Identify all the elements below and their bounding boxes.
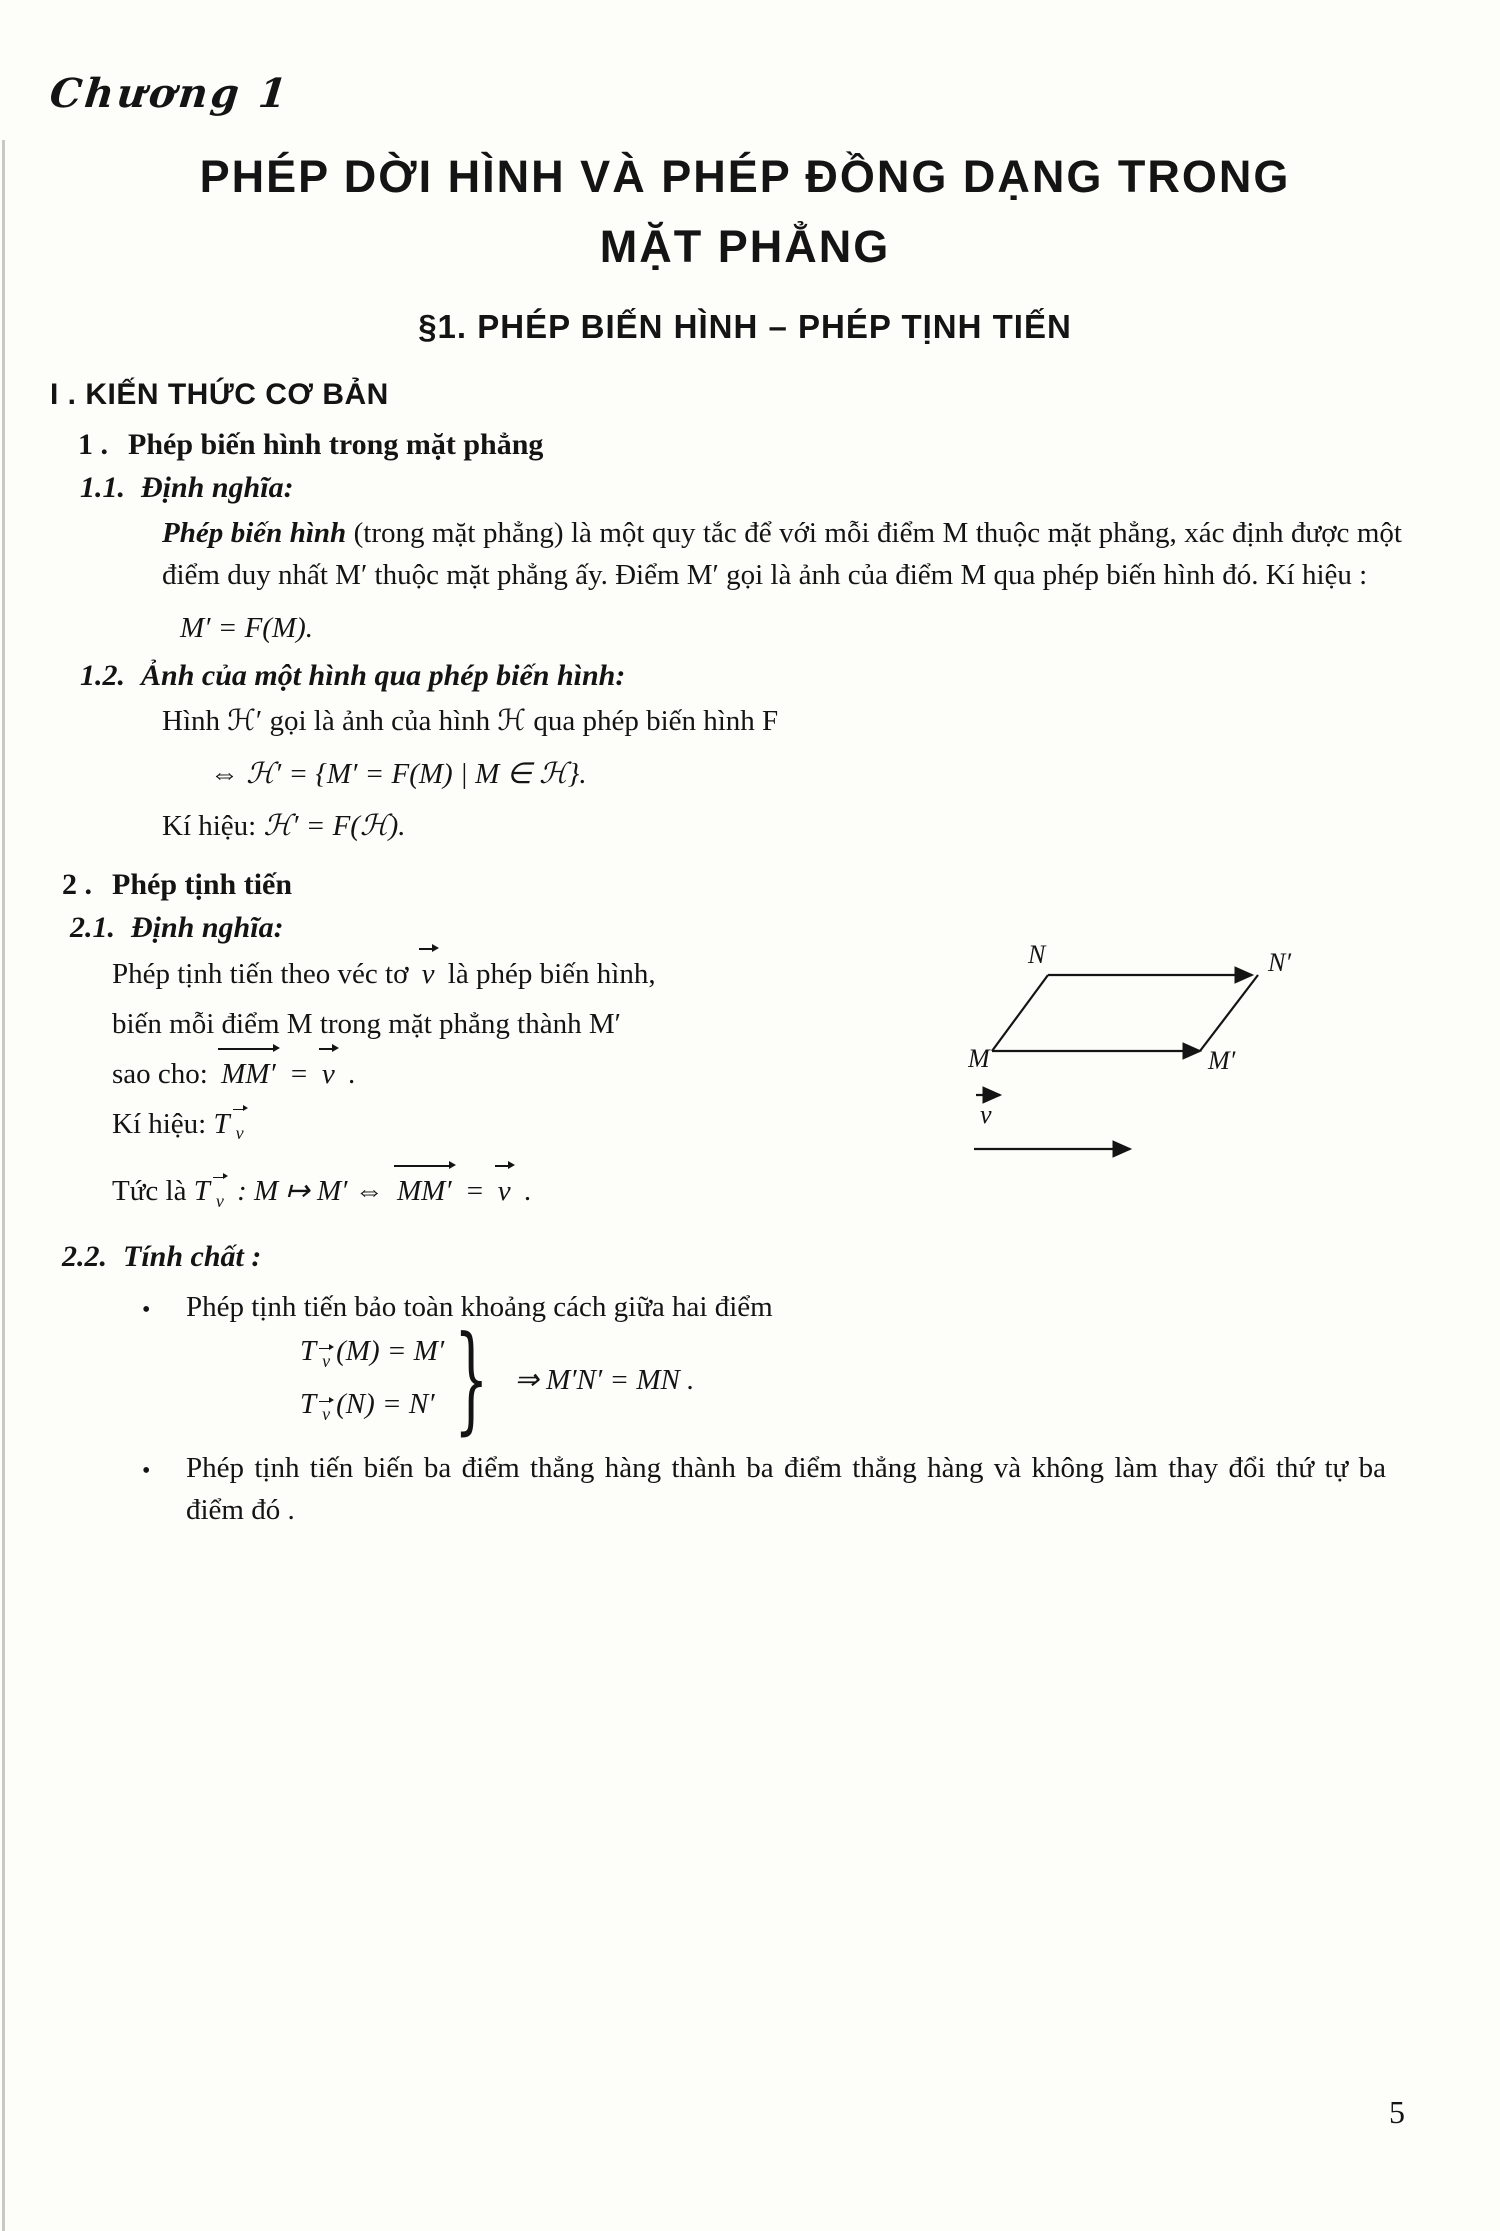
- vector-v-sub-2: v: [213, 1180, 227, 1222]
- T-symbol-2: T: [193, 1175, 210, 1208]
- equals-sign-2: =: [457, 1175, 492, 1208]
- translation-line-3a: sao cho:: [112, 1057, 216, 1090]
- section-heading: §1. PHÉP BIẾN HÌNH – PHÉP TỊNH TIẾN: [418, 307, 1072, 345]
- diagram-label-v: v: [980, 1099, 992, 1129]
- heading-1-1-number: 1.1.: [80, 470, 125, 504]
- scan-edge-artifact: [2, 140, 5, 2231]
- vector-v3: v: [495, 1170, 514, 1212]
- vector-mm-2: MM′: [394, 1170, 455, 1212]
- heading-2-2-number: 2.2.: [62, 1240, 107, 1274]
- translation-definition-block: [50, 939, 1440, 1223]
- heading-1-2-number: 1.2.: [80, 658, 125, 692]
- image-of-figure-line: Hình ℋ′ gọi là ảnh của hình ℋ qua phép biến hình F: [162, 704, 779, 737]
- notation-formula: ℋ′ = F(ℋ).: [263, 809, 406, 842]
- heading-1-1-text: Định nghĩa:: [141, 470, 294, 504]
- heading-2: [62, 868, 1440, 902]
- T-symbol-4: T: [300, 1387, 317, 1420]
- heading-1-text: Phép biến hình trong mặt phẳng: [128, 427, 544, 461]
- heading-2-1-number: 2.1.: [70, 910, 115, 944]
- heading-1: [78, 428, 1440, 462]
- heading-2-1-text: Định nghĩa:: [131, 910, 284, 944]
- property-bullet-1: [142, 1286, 1440, 1331]
- vector-v2: v: [319, 1053, 338, 1095]
- heading-2-2: [62, 1240, 1440, 1274]
- heading-2-text: Phép tịnh tiến: [112, 867, 293, 901]
- T-symbol: T: [213, 1107, 230, 1140]
- heading-2-2-text: Tính chất :: [123, 1240, 262, 1274]
- period-2: .: [516, 1175, 532, 1208]
- tucla-label: Tức là: [112, 1175, 194, 1208]
- notation-label: Kí hiệu:: [162, 809, 264, 842]
- system-equations: [300, 1335, 444, 1425]
- definition-body: (trong mặt phẳng) là một quy tắc để với mỗi điểm M thuộc mặt phẳng, xác định được một điểm duy nhất M′ thuộc mặt phẳng ấy. Điểm M′ gọi là ảnh của điểm M qua phép biến hình đó. Kí hiệu :: [162, 516, 1402, 591]
- vector-mm: MM′: [218, 1053, 279, 1095]
- system-row-1: [300, 1335, 444, 1372]
- property-bullet-2: [142, 1447, 1440, 1531]
- page-number: 5: [1389, 2094, 1405, 2130]
- chapter-label: Chương 1: [47, 70, 292, 117]
- maps-to-text: : M ↦ M′ ⇔: [229, 1175, 391, 1208]
- page-title-line1: PHÉP DỜI HÌNH VÀ PHÉP ĐỒNG DẠNG TRONG: [199, 151, 1291, 202]
- system-row-1-rhs: (M) = M′: [336, 1335, 445, 1368]
- heading-1-2: [80, 659, 1440, 693]
- translation-line-5: [112, 1170, 972, 1222]
- bullet-icon: •: [142, 1297, 151, 1324]
- formula-m-eq-fm: M′ = F(M).: [180, 611, 314, 644]
- diagram-label-M-prime: M′: [1208, 1045, 1236, 1075]
- heading-1-1: [80, 471, 1440, 505]
- T-operator-2: [193, 1175, 230, 1212]
- definition-lead: Phép biến hình: [162, 516, 347, 549]
- system-row-2-rhs: (N) = N′: [336, 1387, 435, 1420]
- translation-line-1: [112, 953, 972, 995]
- page-title: [50, 142, 1440, 282]
- equals-sign: =: [281, 1057, 316, 1090]
- vector-v: v: [419, 953, 438, 995]
- notation-line-1: [162, 804, 1440, 848]
- bullet-icon-2: •: [142, 1457, 151, 1484]
- equation-system: [300, 1311, 1440, 1447]
- system-result: ⇒ M′N′ = MN .: [514, 1364, 695, 1397]
- diagram-label-N: N: [1028, 939, 1046, 969]
- period: .: [340, 1057, 356, 1090]
- heading-1-2-text: Ảnh của một hình qua phép biến hình:: [141, 658, 626, 692]
- translation-line-3: [112, 1053, 972, 1095]
- vector-v-sub: v: [233, 1112, 247, 1154]
- T-operator: [213, 1107, 250, 1144]
- page-title-line2: MẶT PHẲNG: [599, 220, 891, 272]
- definition-paragraph: [162, 512, 1402, 596]
- part-heading-knowledge: I . KIẾN THỨC CƠ BẢN: [50, 377, 389, 411]
- T-symbol-3: T: [300, 1335, 317, 1368]
- vector-v-sub-3: v: [319, 1351, 333, 1372]
- system-row-2: [300, 1388, 444, 1425]
- heading-1-number: 1 .: [78, 427, 108, 461]
- translation-line-2: biến mỗi điểm M trong mặt phẳng thành M′: [112, 1007, 621, 1040]
- translation-line-1a: Phép tịnh tiến theo véc tơ: [112, 957, 416, 990]
- translation-line-1b: là phép biến hình,: [440, 957, 656, 990]
- vector-v-sub-4: v: [319, 1404, 333, 1425]
- diagram-label-N-prime: N′: [1268, 947, 1292, 977]
- diagram-label-M: M: [968, 1043, 990, 1073]
- translation-diagram: [968, 939, 1320, 1175]
- notation-label-2: Kí hiệu:: [112, 1107, 214, 1140]
- property-1-text: Phép tịnh tiến bảo toàn khoảng cách giữa hai điểm: [186, 1291, 773, 1324]
- translation-line-4: [112, 1103, 972, 1155]
- property-2-text: Phép tịnh tiến biến ba điểm thẳng hàng thành ba điểm thẳng hàng và không làm thay đổi thứ tự ba điểm đó .: [186, 1451, 1386, 1526]
- system-brace: }: [454, 1311, 489, 1447]
- set-formula: ⇔ ℋ′ = {M′ = F(M) | M ∈ ℋ}.: [210, 757, 587, 790]
- heading-2-number: 2 .: [62, 867, 92, 901]
